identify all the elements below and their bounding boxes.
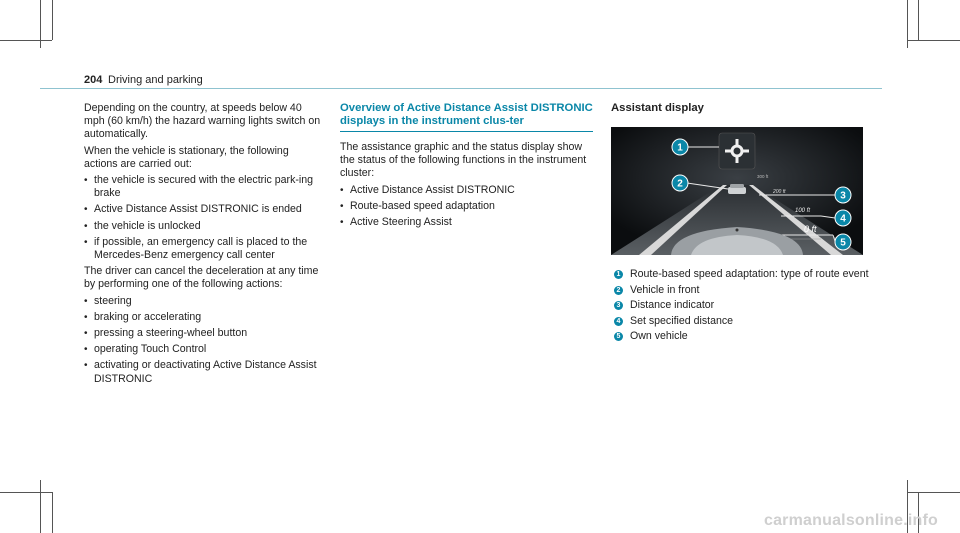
legend-number: 5 <box>614 332 623 341</box>
legend-number: 3 <box>614 301 623 310</box>
list-item: • Active Steering Assist <box>340 216 593 229</box>
list-item: • if possible, an emergency call is placed to the Mercedes-Benz emergency call center <box>84 236 324 262</box>
legend-text: Vehicle in front <box>630 283 700 296</box>
crop-mark <box>52 0 53 40</box>
list-item: • operating Touch Control <box>84 343 324 356</box>
action-list <box>84 174 324 262</box>
legend-number: 1 <box>614 270 623 279</box>
list-item: • the vehicle is unlocked <box>84 220 324 233</box>
crop-mark <box>0 40 52 41</box>
section-heading: Overview of Active Distance Assist DISTRONIC displays in the instrument clus-ter <box>340 102 593 127</box>
legend-item <box>614 284 870 297</box>
paragraph: The driver can cancel the deceleration at any time by performing one of the following actions: <box>84 265 319 291</box>
list-item: • Active Distance Assist DISTRONIC <box>340 184 593 197</box>
vehicle-in-front-icon <box>728 184 746 194</box>
distance-300-label: 300 ft <box>757 174 769 179</box>
middle-column <box>340 102 593 232</box>
distance-200-label: 200 ft <box>773 189 786 195</box>
legend-text: Set specified distance <box>630 314 734 327</box>
distance-0-label: 0 ft <box>804 224 817 234</box>
legend-number: 2 <box>614 286 623 295</box>
legend-text: Own vehicle <box>630 330 688 343</box>
legend-item <box>614 299 870 312</box>
list-item: • braking or accelerating <box>84 311 324 324</box>
distance-100-label: 100 ft <box>795 208 811 214</box>
list-item: • Route-based speed adaptation <box>340 200 593 213</box>
callout-badge-3 <box>835 187 851 203</box>
legend-item <box>614 268 870 281</box>
display-legend <box>614 268 870 346</box>
svg-text:2: 2 <box>677 178 683 190</box>
heading-rule <box>340 131 593 132</box>
list-item: • the vehicle is secured with the electric park-ing brake <box>84 174 324 200</box>
list-item: • activating or deactivating Active Distance Assist DISTRONIC <box>84 359 324 385</box>
legend-number: 4 <box>614 317 623 326</box>
legend-item <box>614 330 870 343</box>
svg-text:4: 4 <box>840 213 846 225</box>
assistant-display-image <box>611 127 863 255</box>
cancel-action-list <box>84 295 324 386</box>
svg-text:5: 5 <box>840 237 846 249</box>
function-list <box>340 184 593 230</box>
header-rule <box>40 88 882 89</box>
callout-badge-2 <box>672 175 688 191</box>
list-item: • steering <box>84 295 324 308</box>
crop-mark <box>918 0 919 40</box>
svg-text:1: 1 <box>677 142 683 154</box>
crop-mark <box>52 492 53 533</box>
callout-badge-1 <box>672 139 688 155</box>
legend-item <box>614 315 870 328</box>
crop-mark <box>907 40 960 41</box>
paragraph: Depending on the country, at speeds below 40 mph (60 km/h) the hazard warning lights switch on automatically. <box>84 102 321 141</box>
watermark: carmanualsonline.info <box>763 512 938 529</box>
list-item: • pressing a steering-wheel button <box>84 327 324 340</box>
right-column <box>611 102 871 115</box>
section-title: Driving and parking <box>108 74 203 86</box>
legend-text: Distance indicator <box>630 299 715 312</box>
svg-text:3: 3 <box>840 190 846 202</box>
crop-mark <box>40 480 41 533</box>
legend-text: Route-based speed adaptation: type of route event <box>630 268 869 280</box>
page-number: 204 <box>84 74 103 86</box>
paragraph: When the vehicle is stationary, the following actions are carried out: <box>84 144 289 170</box>
assistant-display-heading: Assistant display <box>611 102 704 114</box>
paragraph: The assistance graphic and the status display show the status of the following functions in the instrument cluster: <box>340 141 587 180</box>
list-item: • Active Distance Assist DISTRONIC is ended <box>84 203 324 216</box>
crop-mark <box>0 492 52 493</box>
callout-badge-4 <box>835 210 851 226</box>
crop-mark <box>907 492 960 493</box>
callout-badge-5 <box>835 234 851 250</box>
left-column <box>84 102 324 389</box>
